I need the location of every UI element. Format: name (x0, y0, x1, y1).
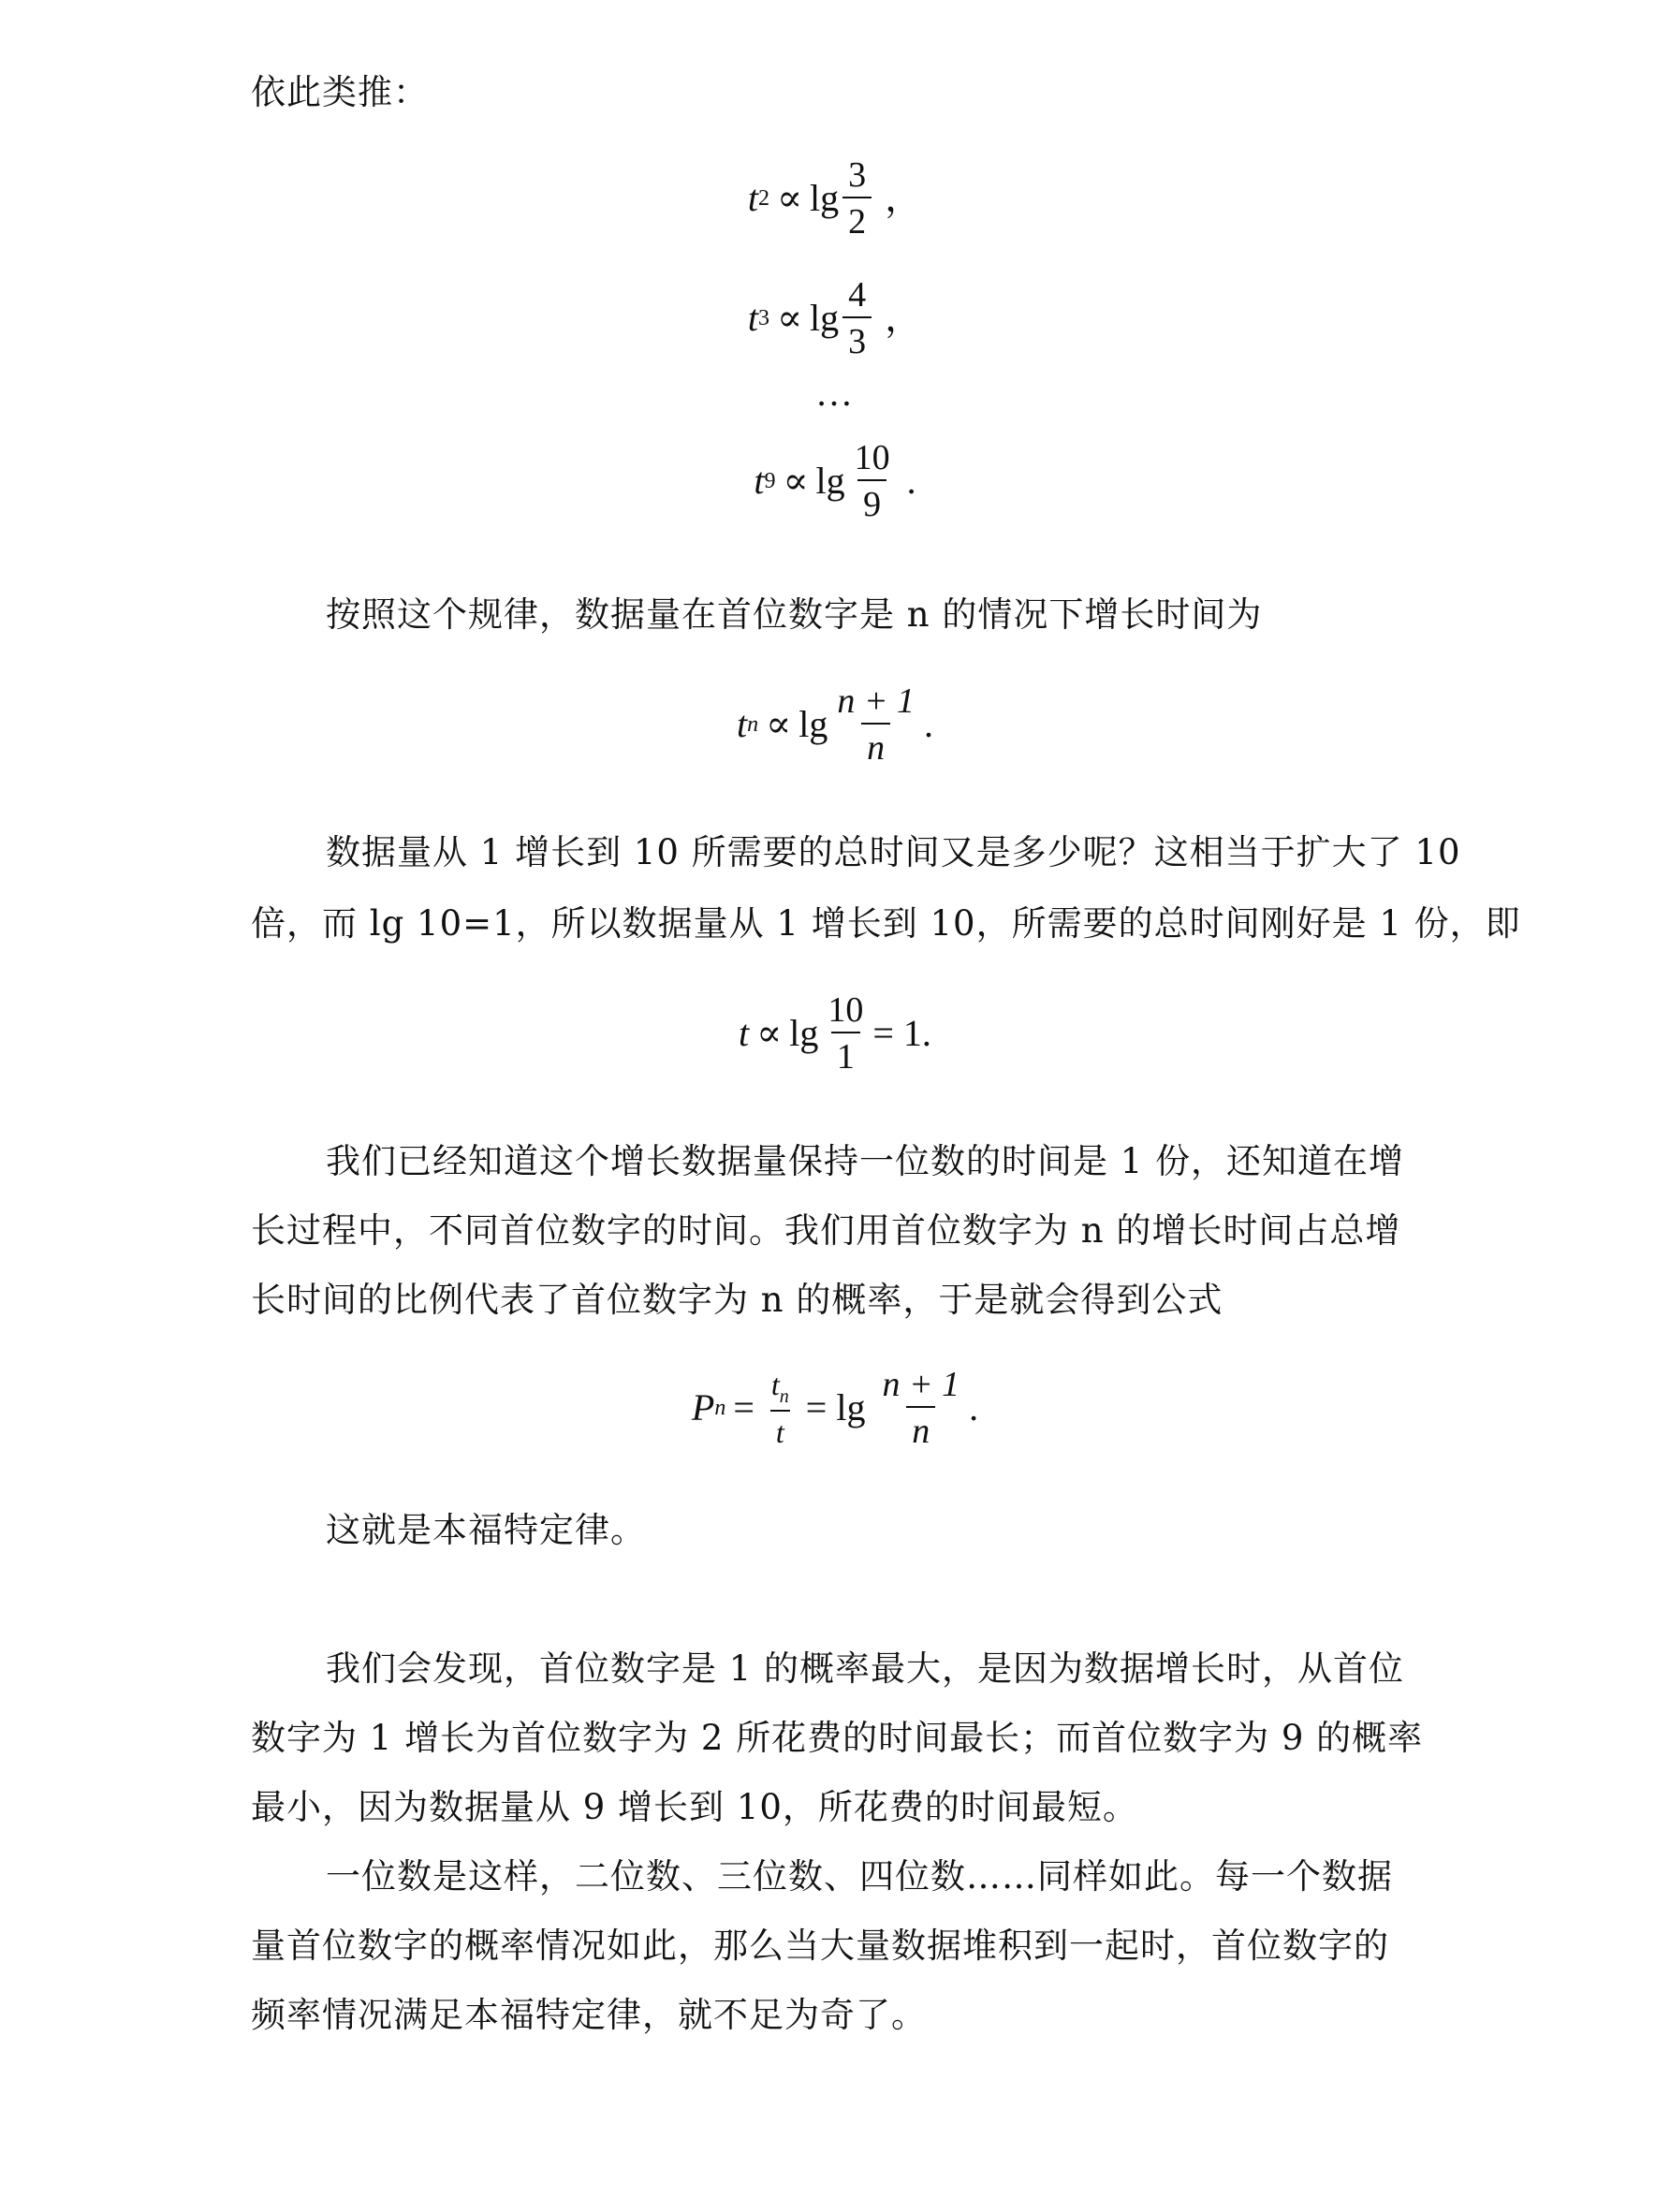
eq-var: t (739, 1012, 750, 1054)
eq-operator: = lg (805, 1386, 866, 1428)
eq-var: t (747, 297, 758, 339)
equation-t3 (0, 277, 1670, 359)
eq-numerator: 3 (848, 155, 867, 195)
eq-numerator: 10 (828, 990, 864, 1030)
eq-fraction (842, 157, 872, 240)
eq-var: t (747, 177, 758, 219)
eq-var: t (754, 460, 765, 502)
paragraph-6-line-3: 频率情况满足本福特定律，就不足为奇了。 (251, 1995, 927, 2035)
ellipsis-text: … (815, 372, 855, 414)
eq-function: lg (798, 703, 828, 745)
eq-tail: ， (885, 297, 923, 339)
eq-function: lg (810, 177, 840, 219)
eq-subscript: 3 (757, 306, 769, 330)
eq-numerator: n + 1 (882, 1365, 960, 1404)
paragraph-6-line-1: 一位数是这样，二位数、三位数、四位数……同样如此。每一个数据 (326, 1856, 1393, 1897)
eq-subscript: n (747, 712, 759, 737)
equation-t2 (0, 157, 1670, 240)
paragraph-5-line-3: 最小，因为数据量从 9 增长到 10，所花费的时间最短。 (251, 1787, 1138, 1827)
eq-tail: . (906, 460, 916, 502)
eq-var: P (691, 1386, 715, 1428)
eq-fraction (849, 440, 896, 522)
eq-function: lg (810, 297, 840, 339)
ellipsis (0, 374, 1670, 412)
eq-tail: . (923, 703, 933, 745)
eq-operator: ∝ (776, 177, 803, 219)
eq-numerator: $t_n$ (770, 1367, 789, 1407)
paragraph-3-line-2: 长过程中，不同首位数字的时间。我们用首位数字为 n 的增长时间占总增 (251, 1210, 1401, 1251)
equation-t9 (0, 440, 1670, 522)
eq-denominator: 2 (842, 197, 872, 240)
eq-denominator: n (906, 1406, 935, 1449)
eq-operator: ∝ (776, 297, 803, 339)
eq-tail: = 1. (872, 1012, 931, 1054)
equation-tn (0, 683, 1670, 766)
eq-function: lg (815, 460, 845, 502)
eq-denominator: 9 (857, 479, 886, 522)
intro-text: 依此类推： (251, 72, 429, 112)
paragraph-5-line-1: 我们会发现，首位数字是 1 的概率最大，是因为数据增长时，从首位 (326, 1648, 1405, 1689)
eq-function: lg (789, 1012, 819, 1054)
eq-denominator: t (770, 1410, 790, 1447)
eq-fraction (876, 1367, 965, 1449)
eq-denominator: 1 (831, 1032, 860, 1075)
eq-denominator: 3 (842, 316, 872, 359)
eq-operator: = (733, 1386, 754, 1428)
eq-tail: . (969, 1386, 979, 1428)
paragraph-2-line-2: 倍，而 lg 10=1，所以数据量从 1 增长到 10，所需要的总时间刚好是 1 份，即 (251, 903, 1521, 944)
eq-tail: ， (885, 177, 923, 219)
paragraph-3-line-1: 我们已经知道这个增长数据量保持一位数的时间是 1 份，还知道在增 (326, 1141, 1405, 1181)
paragraph-1: 按照这个规律，数据量在首位数字是 n 的情况下增长时间为 (326, 594, 1263, 635)
eq-denominator: n (861, 723, 890, 766)
eq-numerator: 4 (848, 275, 867, 315)
paragraph-3-line-3: 长时间的比例代表了首位数字为 n 的概率，于是就会得到公式 (251, 1280, 1223, 1320)
eq-operator: ∝ (766, 703, 792, 745)
paragraph-5-line-2: 数字为 1 增长为首位数字为 2 所花费的时间最长；而首位数字为 9 的概率 (251, 1718, 1424, 1758)
eq-numerator: n + 1 (837, 681, 915, 721)
paragraph-4: 这就是本福特定律。 (326, 1510, 646, 1550)
eq-fraction (842, 277, 872, 359)
eq-subscript: 9 (764, 469, 776, 493)
eq-numerator: 10 (854, 438, 890, 477)
eq-operator: ∝ (783, 460, 809, 502)
eq-fraction (766, 1367, 795, 1449)
equation-pn (0, 1367, 1670, 1449)
eq-operator: ∝ (756, 1012, 783, 1054)
eq-fraction (822, 992, 869, 1075)
eq-var: t (737, 703, 748, 745)
paragraph-6-line-2: 量首位数字的概率情况如此，那么当大量数据堆积到一起时，首位数字的 (251, 1926, 1389, 1966)
eq-subscript: n (714, 1396, 726, 1420)
equation-t-total (0, 992, 1670, 1075)
eq-subscript: 2 (757, 186, 769, 211)
paragraph-2-line-1: 数据量从 1 增长到 10 所需要的总时间又是多少呢？这相当于扩大了 10 (326, 832, 1461, 872)
eq-fraction (831, 683, 920, 766)
